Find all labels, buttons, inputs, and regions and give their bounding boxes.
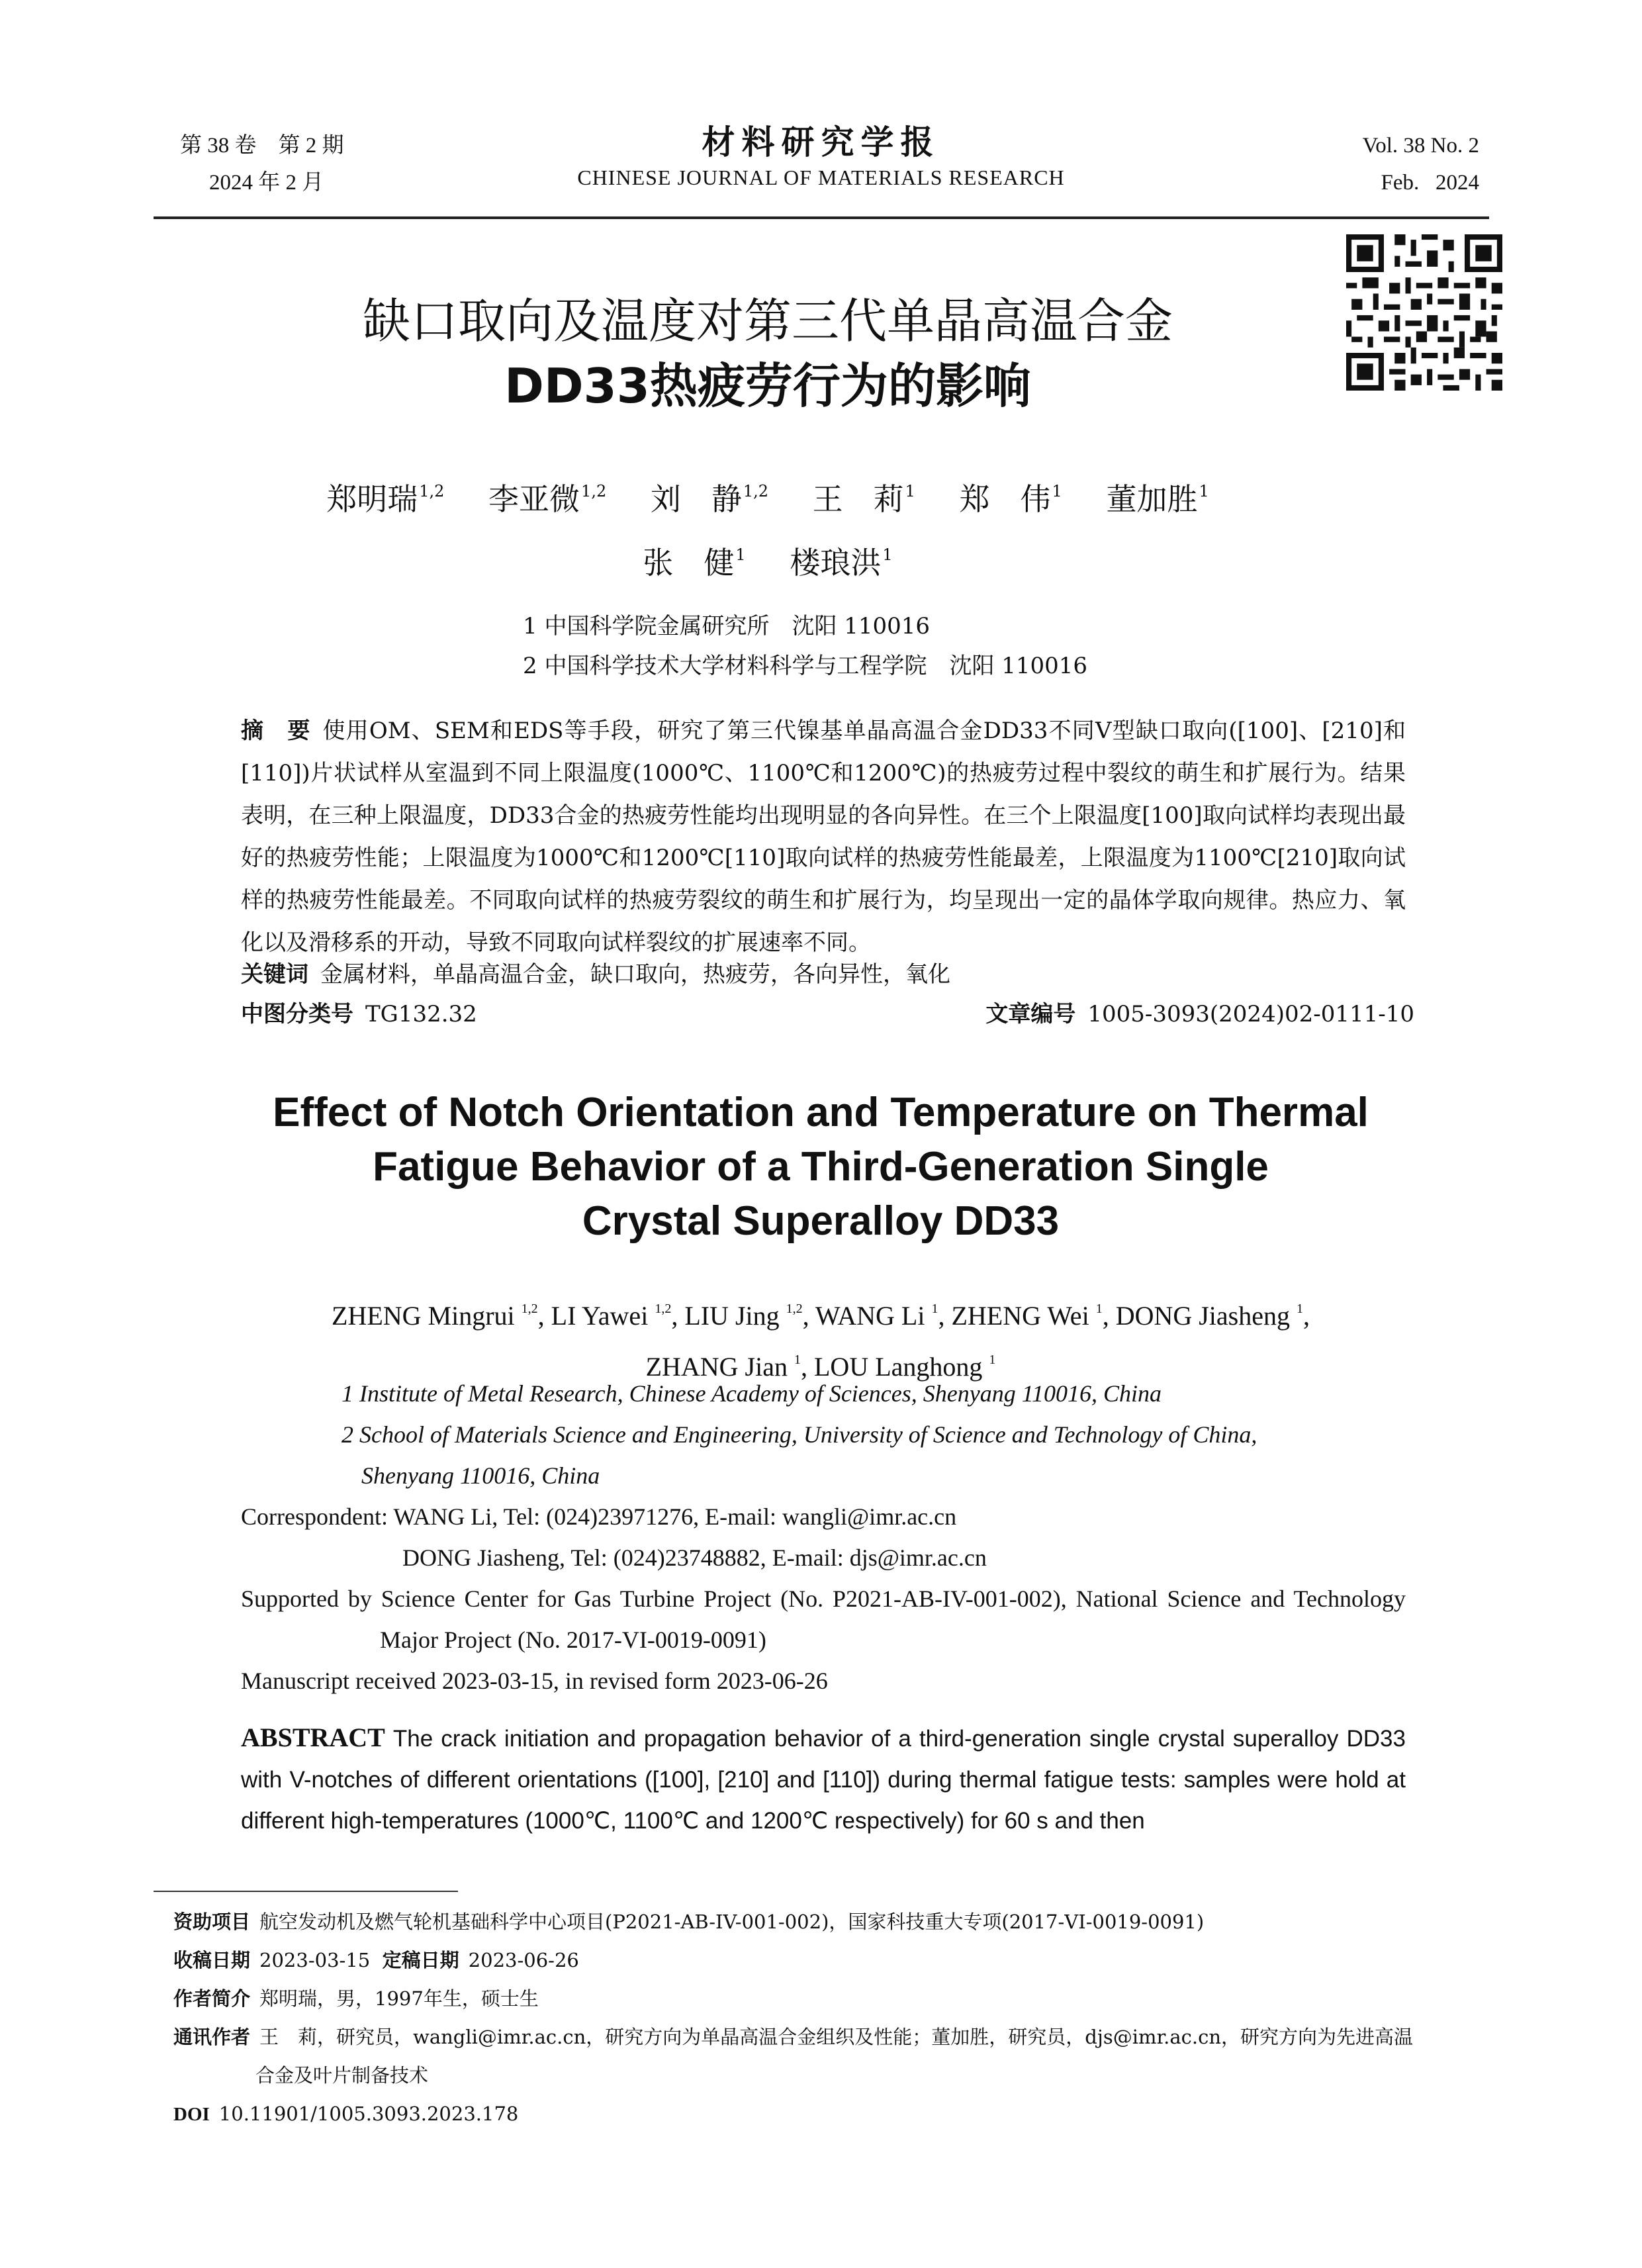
journal-title-cn: 材料研究学报 — [702, 123, 940, 162]
footnote-author-intro: 作者简介 郑明瑞，男，1997年生，硕士生 — [173, 1987, 539, 2010]
header-rule — [154, 216, 1489, 219]
journal-title-en: CHINESE JOURNAL OF MATERIALS RESEARCH — [577, 165, 1065, 189]
date-en: Feb. 2024 — [1381, 171, 1479, 195]
author-cn: 郑 伟$^1$ — [959, 481, 1062, 517]
author-en: WANG Li $^1$ — [815, 1301, 938, 1331]
keywords-cn-label: 关键词 — [241, 961, 308, 988]
affiliation-en-2: 2 School of Materials Science and Engineering, University of Science and Technology of China, — [342, 1421, 1257, 1448]
header-left — [180, 127, 344, 201]
correspondent-line1 — [241, 1496, 1406, 1537]
title-cn-line1: 缺口取向及温度对第三代单晶高温合金 — [362, 293, 1173, 349]
title-cn — [265, 289, 1271, 418]
article-number-cn-text: 1005-3093(2024)02-0111-10 — [1087, 1001, 1414, 1027]
journal-masthead — [397, 122, 1245, 192]
author-en: ZHENG Mingrui $^{1,2}$ — [332, 1301, 538, 1331]
classification-cn — [241, 996, 477, 1033]
title-cn-line2: DD33热疲劳行为的影响 — [504, 358, 1031, 414]
affiliation-en-2-cont: Shenyang 110016, China — [361, 1462, 600, 1489]
volume-issue-en: Vol. 38 No. 2 — [1362, 134, 1479, 158]
abstract-en-label: ABSTRACT — [241, 1723, 385, 1752]
author-en: LOU Langhong $^1$ — [814, 1352, 996, 1382]
title-en-line2: Fatigue Behavior of a Third-Generation Single — [373, 1144, 1269, 1190]
title-en-line1: Effect of Notch Orientation and Temperature on Thermal — [273, 1090, 1369, 1135]
classification-cn-label: 中图分类号 — [241, 1001, 353, 1027]
title-en — [199, 1086, 1443, 1249]
article-metadata-en — [241, 1496, 1406, 1701]
author-cn: 刘 静$^{1,2}$ — [650, 481, 769, 517]
affiliation-cn-2: 2 中国科学技术大学材料科学与工程学院 沈阳 110016 — [523, 653, 1088, 679]
affiliation-cn-1: 1 中国科学院金属研究所 沈阳 110016 — [523, 613, 931, 639]
keywords-cn-text: 金属材料，单晶高温合金，缺口取向，热疲劳，各向异性，氧化 — [320, 961, 950, 988]
author-cn: 王 莉$^1$ — [812, 481, 915, 517]
classification-cn-text: TG132.32 — [365, 1001, 477, 1027]
manuscript-dates: Manuscript received 2023-03-15, in revised form 2023-06-26 — [241, 1668, 828, 1694]
authors-cn — [265, 463, 1271, 591]
abstract-cn-text: 使用OM、SEM和EDS等手段，研究了第三代镍基单晶高温合金DD33不同V型缺口取向([100]、[210]和[110])片状试样从室温到不同上限温度(1000℃、1100℃和1200℃)的热疲劳过程中裂纹的萌生和扩展行为。结果表明，在三种上限温度，DD33合金的热疲劳性能均出现明显的各向异性。在三个上限温度[100]取向试样均表现出最好的热疲劳性能；上限温度为1000℃和1200℃[110]取向试样的热疲劳性能最差，上限温度为1100℃[210]取向试样的热疲劳性能最差。不同取向试样的热疲劳裂纹的萌生和扩展行为，均呈现出一定的晶体学取向规律。热应力、氧化以及滑移系的开动，导致不同取向试样裂纹的扩展速率不同。 — [241, 718, 1406, 956]
correspondent-wang: WANG Li, Tel: (024)23971276, E-mail: wangli@imr.ac.cn — [393, 1503, 957, 1530]
abstract-cn — [241, 710, 1406, 964]
author-en: LI Yawei $^{1,2}$ — [551, 1301, 672, 1331]
author-en: LIU Jing $^{1,2}$ — [684, 1301, 803, 1331]
footnote-doi: DOI 10.11901/1005.3093.2023.178 — [173, 2103, 519, 2125]
abstract-en-text: The crack initiation and propagation behavior of a third-generation single crystal superalloy DD33 with V-notches of different orientations ([100], [210] and [110]) during thermal fatigue tests: samples were hold at different high-temperatures (1000℃, 1100℃ and 1200℃ respectively) for 60 s and then — [241, 1726, 1406, 1834]
date-cn: 2024 年 2 月 — [209, 171, 324, 195]
footnotes — [173, 1903, 1418, 2134]
supported-by: Supported by Science Center for Gas Turbine Project (No. P2021-AB-IV-001-002), National Science and Technology Major Project (No. 2017-VI-0019-0091) — [241, 1585, 1406, 1653]
footnote-funding: 资助项目 航空发动机及燃气轮机基础科学中心项目(P2021-AB-IV-001-002)，国家科技重大专项(2017-VI-0019-0091) — [173, 1911, 1205, 1933]
author-cn: 张 健$^1$ — [643, 545, 746, 581]
author-cn: 李亚微$^{1,2}$ — [488, 481, 607, 517]
author-en: ZHANG Jian $^1$ — [645, 1352, 801, 1382]
abstract-cn-label: 摘 要 — [241, 718, 311, 744]
authors-en: ZHENG Mingrui $^{1,2}$, LI Yawei $^{1,2}$, LIU Jing $^{1,2}$, WANG Li $^1$, ZHENG Wei $^1$, DONG Jiasheng $^1$, ZHANG Jian $^1$, LOU Langhong $^1$ — [332, 1301, 1310, 1382]
affiliation-en-1: 1 Institute of Metal Research, Chinese Academy of Sciences, Shenyang 110016, China — [342, 1380, 1162, 1407]
affiliations-cn — [523, 606, 1087, 686]
qr-code-icon — [1346, 234, 1502, 391]
volume-issue-cn: 第 38 卷 第 2 期 — [180, 134, 344, 158]
correspondent-dong: DONG Jiasheng, Tel: (024)23748882, E-mail: djs@imr.ac.cn — [402, 1544, 987, 1571]
footnote-rule — [154, 1891, 458, 1892]
article-number-cn — [985, 996, 1414, 1033]
affiliations-en — [342, 1373, 1257, 1496]
author-cn: 郑明瑞$^{1,2}$ — [326, 481, 445, 517]
author-en: ZHENG Wei $^1$ — [951, 1301, 1103, 1331]
keywords-cn — [241, 956, 950, 993]
footnote-corresponding: 通讯作者 王 莉，研究员，wangli@imr.ac.cn，研究方向为单晶高温合金组织及性能；董加胜，研究员，djs@imr.ac.cn，研究方向为先进高温合金及叶片制备技术 — [173, 2026, 1414, 2087]
author-cn: 董加胜$^1$ — [1106, 481, 1209, 517]
author-cn: 楼琅洪$^1$ — [790, 545, 893, 581]
header-right — [1363, 127, 1479, 201]
footnote-dates: 收稿日期 2023-03-15 定稿日期 2023-06-26 — [173, 1949, 579, 1971]
correspondent-label: Correspondent: — [241, 1503, 388, 1530]
title-en-line3: Crystal Superalloy DD33 — [582, 1198, 1060, 1244]
article-number-cn-label: 文章编号 — [985, 1001, 1076, 1027]
abstract-en — [241, 1717, 1406, 1842]
author-en: DONG Jiasheng $^1$ — [1115, 1301, 1303, 1331]
